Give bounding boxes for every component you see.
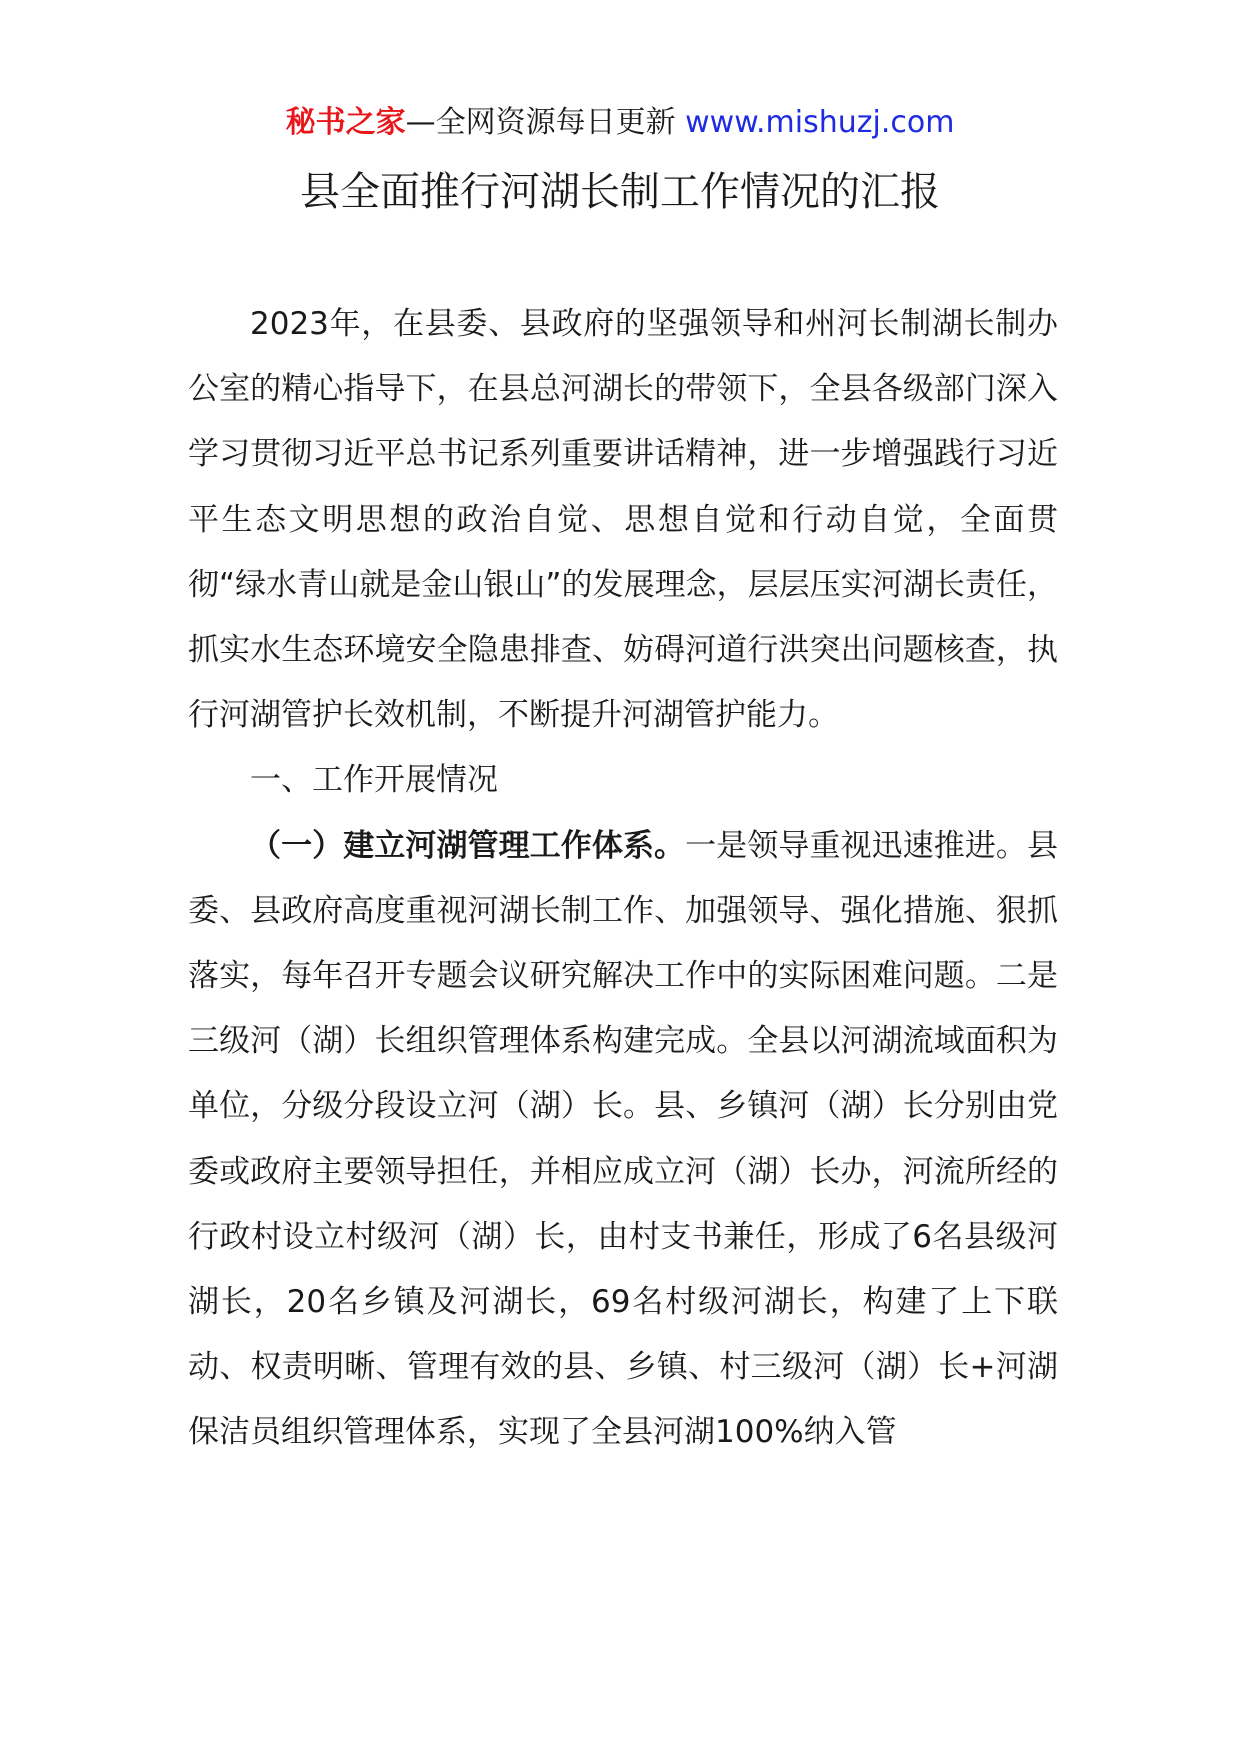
document-title: 县全面推行河湖长制工作情况的汇报 xyxy=(300,169,940,215)
subsection-text: 一是领导重视迅速推进。县委、县政府高度重视河湖长制工作、加强领导、强化措施、狠抓落实，每年召开专题会议研究解决工作中的实际困难问题。二是三级河（湖）长组织管理体系构建完成。全县以河湖流域面积为单位，分级分段设立河（湖）长。县、乡镇河（湖）长分别由党委或政府主要领导担任，并相应成立河（湖）长办，河流所经的行政村设立村级河（湖）长，由村支书兼任，形成了6名县级河湖长，20名乡镇及河湖长，69名村级河湖长，构建了上下联动、权责明晰、管理有效的县、乡镇、村三级河（湖）长+河湖保洁员组织管理体系，实现了全县河湖100%纳入管 xyxy=(188,827,1059,1451)
brand-name: 秘书之家 xyxy=(285,105,406,140)
subsection-title: （一）建立河湖管理工作体系。 xyxy=(250,827,686,864)
website-link[interactable]: www.mishuzj.com xyxy=(685,105,955,140)
intro-paragraph: 2023年，在县委、县政府的坚强领导和州河长制湖长制办公室的精心指导下，在县总河湖长的带领下，全县各级部门深入学习贯彻习近平总书记系列重要讲话精神，进一步增强践行习近平生态文明思想的政治自觉、思想自觉和行动自觉，全面贯彻“绿水青山就是金山银山”的发展理念，层层压实河湖长责任，抓实水生态环境安全隐患排查、妨碍河道行洪突出问题核查，执行河湖管护长效机制，不断提升河湖管护能力。 xyxy=(188,306,1058,734)
document-body xyxy=(188,292,1058,1466)
section-heading: 一、工作开展情况 xyxy=(250,762,498,799)
subsection-paragraph xyxy=(188,814,1058,1466)
banner-tagline: —全网资源每日更新 xyxy=(405,105,676,140)
header-banner xyxy=(0,100,1240,146)
